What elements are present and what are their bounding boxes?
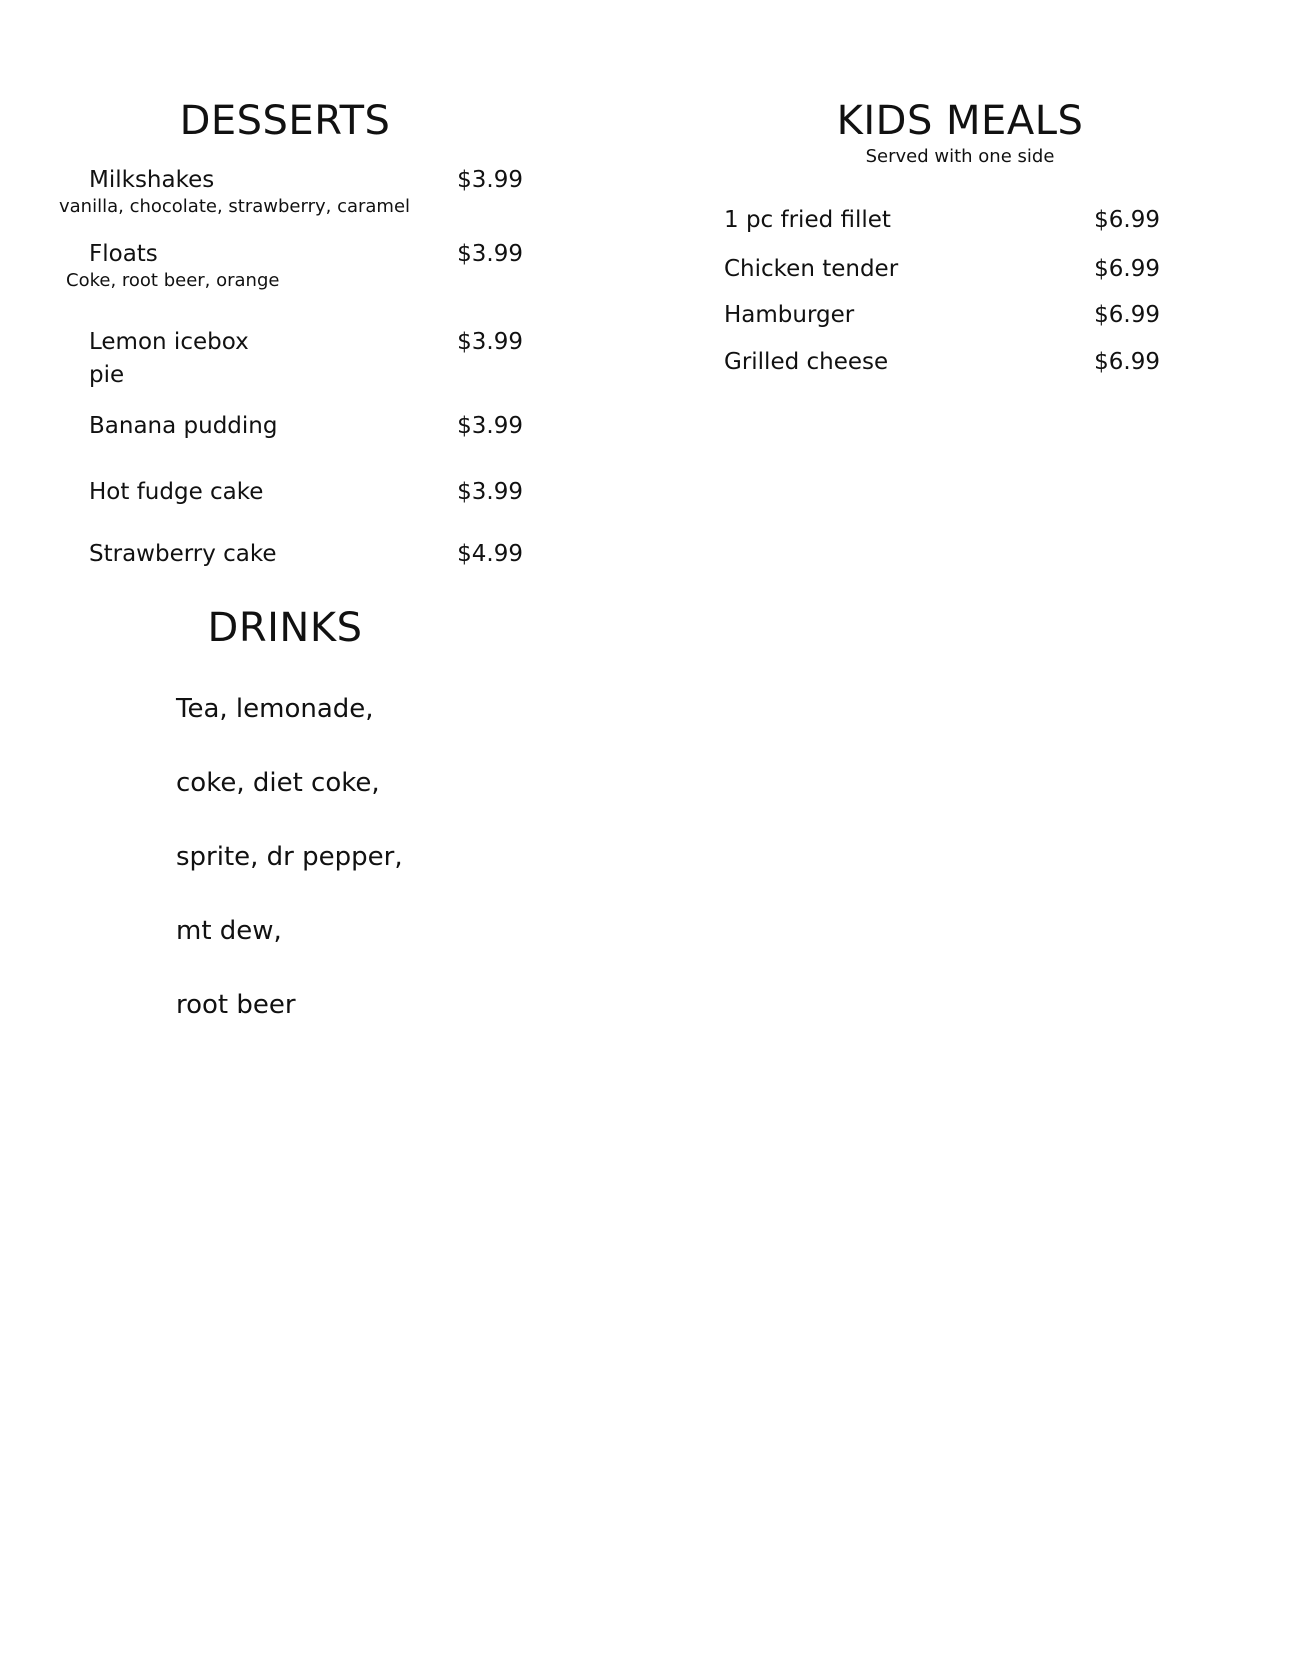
kids-meals-title: KIDS MEALS	[836, 98, 1084, 144]
kids-item-price: $6.99	[1094, 349, 1160, 375]
kids-item-name: 1 pc fried fillet	[724, 207, 891, 233]
dessert-item-price: $3.99	[457, 413, 523, 439]
dessert-item-price: $3.99	[457, 479, 523, 505]
desserts-title: DESSERTS	[179, 98, 391, 144]
dessert-item-name: Milkshakes	[89, 167, 215, 193]
kids-item-price: $6.99	[1094, 256, 1160, 282]
dessert-item-name: Floats	[89, 241, 158, 267]
dessert-item-price: $4.99	[457, 541, 523, 567]
dessert-item-name: Hot fudge cake	[89, 479, 264, 505]
drinks-line: sprite, dr pepper,	[176, 842, 403, 872]
dessert-item-description: vanilla, chocolate, strawberry, caramel	[59, 196, 411, 217]
kids-item-price: $6.99	[1094, 302, 1160, 328]
drinks-line: root beer	[176, 990, 296, 1020]
kids-item-name: Hamburger	[724, 302, 855, 328]
dessert-item-price: $3.99	[457, 241, 523, 267]
dessert-item-name-line2: pie	[89, 362, 125, 388]
drinks-list	[176, 654, 403, 1061]
kids-meals-subtitle: Served with one side	[865, 146, 1055, 167]
dessert-item-name: Strawberry cake	[89, 541, 277, 567]
drinks-line: Tea, lemonade,	[176, 694, 374, 724]
kids-item-price: $6.99	[1094, 207, 1160, 233]
dessert-item-description: Coke, root beer, orange	[66, 270, 280, 291]
drinks-title: DRINKS	[207, 605, 363, 651]
dessert-item-name: Lemon icebox	[89, 329, 249, 355]
drinks-line: mt dew,	[176, 916, 282, 946]
dessert-item-name: Banana pudding	[89, 413, 278, 439]
dessert-item-price: $3.99	[457, 329, 523, 355]
dessert-item-price: $3.99	[457, 167, 523, 193]
kids-item-name: Chicken tender	[724, 256, 899, 282]
kids-item-name: Grilled cheese	[724, 349, 889, 375]
drinks-line: coke, diet coke,	[176, 768, 380, 798]
